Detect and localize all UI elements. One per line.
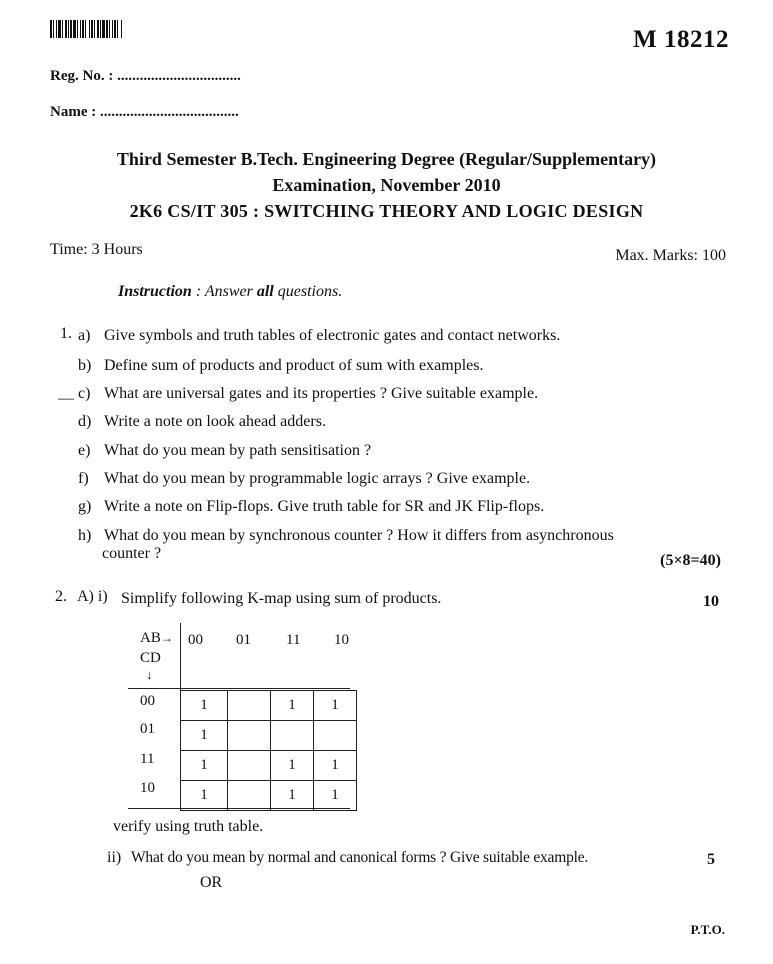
kmap-cell: 1 <box>314 691 357 721</box>
exam-title-line1: Third Semester B.Tech. Engineering Degree (Regular/Supplementary) <box>116 149 657 169</box>
kmap-down-arrow: ↓ <box>146 667 153 682</box>
q1-number: 1. <box>60 325 72 342</box>
q1-subquestion-text: Write a note on Flip-flops. Give truth table for SR and JK Flip-flops. <box>104 498 545 515</box>
name-field: Name : ..................................... <box>50 104 239 120</box>
kmap-cell: 1 <box>314 751 357 781</box>
exam-title-line2: Examination, November 2010 <box>272 175 501 195</box>
kmap-col-header: 00 <box>188 632 203 648</box>
q1-subquestion-text: Give symbols and truth tables of electronic gates and contact networks. <box>104 327 561 344</box>
kmap-cell: 1 <box>181 781 228 811</box>
kmap-cell <box>271 721 314 751</box>
q2-number: 2. <box>55 588 67 605</box>
reg-no-field: Reg. No. : ................................. <box>50 68 241 84</box>
instruction-emphasis: all <box>256 283 274 300</box>
kmap-row <box>181 751 357 781</box>
kmap-row-header: 00 <box>140 693 155 709</box>
kmap-row <box>181 721 357 751</box>
q2-part-a-text: Simplify following K-map using sum of products. <box>121 590 442 607</box>
kmap-cell: 1 <box>181 751 228 781</box>
kmap-col-header: 10 <box>334 632 349 648</box>
kmap-row-header: 01 <box>140 721 155 737</box>
q2-verify-note: verify using truth table. <box>113 818 264 835</box>
kmap-row <box>181 691 357 721</box>
q2-part-a-marks: 10 <box>703 593 719 610</box>
kmap-cell <box>314 721 357 751</box>
q1-subquestion-text: What do you mean by programmable logic arrays ? Give example. <box>104 470 531 487</box>
q1-subquestion-text: What do you mean by synchronous counter ? How it differs from asynchronous <box>104 527 614 544</box>
kmap-cell: 1 <box>181 721 228 751</box>
kmap-col-header: 01 <box>236 632 251 648</box>
q1-h-continuation: counter ? <box>102 545 162 562</box>
q2-part-ii-marks: 5 <box>707 851 715 868</box>
kmap-cell: 1 <box>271 691 314 721</box>
kmap-row <box>181 781 357 811</box>
q1-subquestion-label: e) <box>78 442 91 459</box>
pto: P.T.O. <box>690 922 725 937</box>
kmap-cell <box>228 751 271 781</box>
kmap-cell <box>228 781 271 811</box>
q1-subquestion-label: a) <box>78 327 91 344</box>
q1-subquestion-text: What do you mean by path sensitisation ? <box>104 442 372 459</box>
q1-subquestion-text: Write a note on look ahead adders. <box>104 413 326 430</box>
exam-title-line3: 2K6 CS/IT 305 : SWITCHING THEORY AND LOGIC DESIGN <box>129 201 644 221</box>
q1-subquestion-label: d) <box>78 413 92 430</box>
q1-subquestion-text: Define sum of products and product of sum with examples. <box>104 357 484 374</box>
kmap-cell: 1 <box>314 781 357 811</box>
kmap-cd-label: CD <box>140 650 161 666</box>
q2-part-ii-label: ii) <box>107 849 122 866</box>
kmap-cell: 1 <box>271 781 314 811</box>
kmap-divider-horizontal <box>128 688 350 689</box>
time-allowed: Time: 3 Hours <box>50 241 143 258</box>
q1-subquestion-text: What are universal gates and its properties ? Give suitable example. <box>104 385 539 402</box>
q1-subquestion-label: b) <box>78 357 92 374</box>
kmap-row-header: 10 <box>140 780 155 796</box>
q1-subquestion-label: g) <box>78 498 92 515</box>
kmap-cell <box>228 721 271 751</box>
q1-marks: (5×8=40) <box>660 552 721 569</box>
instruction: Instruction : Answer all questions. <box>118 283 343 300</box>
q2-part-a-label: A) i) <box>77 588 108 605</box>
kmap-cell: 1 <box>271 751 314 781</box>
q2-part-ii-text: What do you mean by normal and canonical forms ? Give suitable example. <box>131 849 589 866</box>
kmap-row-header: 11 <box>140 751 155 767</box>
kmap-grid <box>180 690 357 811</box>
kmap-cell <box>228 691 271 721</box>
barcode <box>50 20 174 38</box>
kmap-cell: 1 <box>181 691 228 721</box>
q1-subquestion-label: h) <box>78 527 92 544</box>
max-marks: Max. Marks: 100 <box>615 247 726 264</box>
q1-subquestion-label: c) <box>78 385 91 402</box>
kmap-ab-label: AB→ <box>140 630 173 646</box>
margin-mark: — <box>58 390 74 407</box>
or-divider: OR <box>200 874 223 891</box>
instruction-label: Instruction <box>118 283 192 300</box>
paper-code: M 18212 <box>633 26 729 53</box>
kmap-col-header: 11 <box>286 632 301 648</box>
q1-subquestion-label: f) <box>78 470 89 487</box>
